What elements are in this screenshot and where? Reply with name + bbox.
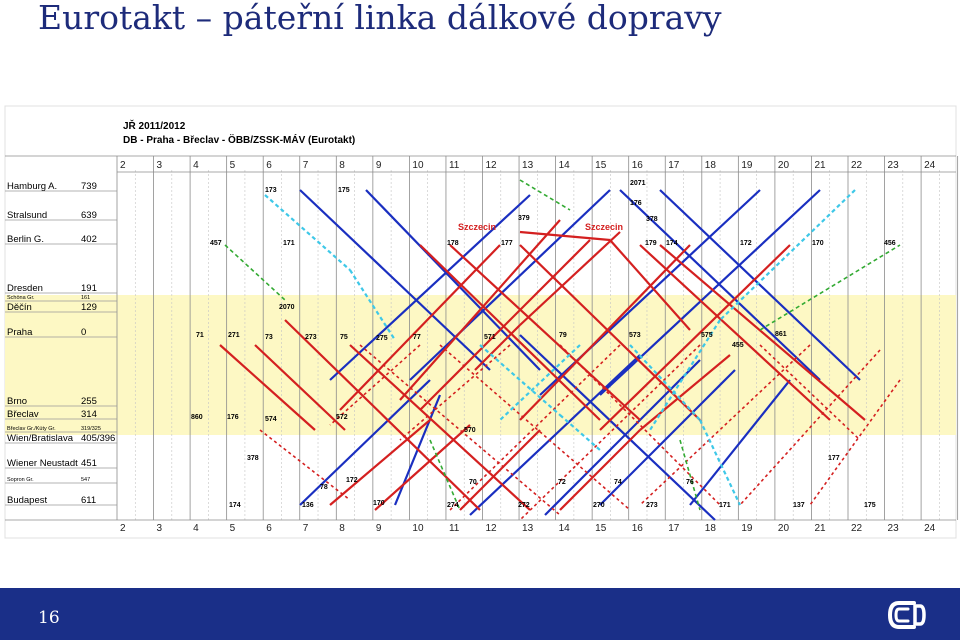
train-number-label: 271 — [228, 332, 240, 339]
train-number-label: 570 — [464, 427, 476, 434]
hour-label-top: 24 — [924, 160, 936, 171]
hour-label-top: 8 — [339, 160, 345, 171]
train-number-label: 178 — [447, 240, 459, 247]
hour-label-top: 21 — [814, 160, 826, 171]
hour-label-bottom: 5 — [229, 523, 236, 534]
hour-label-top: 22 — [851, 160, 863, 171]
diagram-heading-year: JŘ 2011/2012 — [123, 121, 186, 132]
hour-label-bottom: 14 — [558, 523, 570, 534]
hour-label-bottom: 19 — [741, 523, 753, 534]
train-number-label: 170 — [373, 500, 385, 507]
hour-label-bottom: 15 — [595, 523, 607, 534]
hour-label-bottom: 8 — [339, 523, 345, 534]
train-number-label: 2071 — [630, 180, 646, 187]
hour-label-bottom: 21 — [814, 523, 826, 534]
hour-label-bottom: 12 — [485, 523, 497, 534]
train-number-label: 71 — [196, 332, 204, 339]
train-number-label: 177 — [828, 455, 840, 462]
station-name: Dresden — [7, 283, 43, 294]
station-name: Břeclav — [7, 409, 39, 420]
train-number-label: 274 — [447, 502, 459, 509]
station-km: 161 — [81, 295, 91, 301]
train-number-label: 860 — [191, 414, 203, 421]
train-number-label: 574 — [265, 416, 277, 423]
train-number-label: 75 — [340, 334, 348, 341]
hour-label-bottom: 9 — [375, 523, 382, 534]
hour-label-bottom: 22 — [851, 523, 863, 534]
train-number-label: 73 — [265, 334, 273, 341]
station-km: 547 — [81, 477, 91, 483]
train-number-label: 171 — [719, 502, 731, 509]
train-number-label: 171 — [283, 240, 295, 247]
train-number-label: 573 — [629, 332, 641, 339]
train-number-label: 74 — [614, 479, 622, 486]
train-number-label: 172 — [346, 477, 358, 484]
train-number-label: 175 — [338, 187, 350, 194]
train-number-label: 137 — [793, 502, 805, 509]
train-number-label: 173 — [265, 187, 277, 194]
station-km: 451 — [81, 458, 97, 469]
train-number-label: 861 — [775, 331, 787, 338]
train-number-label: 379 — [518, 215, 530, 222]
station-km: 314 — [81, 409, 97, 420]
train-number-label: 70 — [469, 479, 477, 486]
station-name: Děčín — [7, 302, 32, 313]
train-number-label: 270 — [593, 502, 605, 509]
station-km: 129 — [81, 302, 97, 313]
station-km: 255 — [81, 396, 97, 407]
hour-label-bottom: 7 — [302, 523, 309, 534]
hour-label-top: 4 — [193, 160, 199, 171]
train-number-label: 78 — [320, 484, 328, 491]
page-number: 16 — [38, 608, 60, 628]
train-number-label: 136 — [302, 502, 314, 509]
station-km: 402 — [81, 234, 97, 245]
station-km: 639 — [81, 210, 97, 221]
hour-label-top: 5 — [229, 160, 236, 171]
hour-label-bottom: 11 — [448, 523, 460, 534]
hour-label-top: 12 — [485, 160, 497, 171]
hour-label-bottom: 16 — [631, 523, 643, 534]
hour-label-bottom: 23 — [887, 523, 899, 534]
train-number-label: 272 — [518, 502, 530, 509]
diagram-heading-route: DB - Praha - Břeclav - ÖBB/ZSSK-MÁV (Eurotakt) — [123, 135, 356, 146]
hour-label-top: 9 — [375, 160, 382, 171]
hour-label-top: 23 — [887, 160, 899, 171]
hour-label-top: 19 — [741, 160, 753, 171]
cd-logo-icon — [886, 600, 928, 630]
station-km: 611 — [81, 495, 97, 506]
footer-band — [0, 588, 960, 640]
hour-label-bottom: 18 — [704, 523, 716, 534]
hour-label-top: 10 — [412, 160, 424, 171]
train-number-label: 273 — [646, 502, 658, 509]
station-name: Sopron Gr. — [7, 477, 34, 483]
train-number-label: 176 — [227, 414, 239, 421]
hour-label-top: 16 — [631, 160, 643, 171]
hour-label-bottom: 2 — [120, 523, 126, 534]
station-name: Břeclav Gr./Kúty Gr. — [7, 426, 56, 432]
train-number-label: 2070 — [279, 304, 295, 311]
station-km: 319/325 — [81, 426, 101, 432]
hour-label-top: 7 — [302, 160, 309, 171]
train-number-label: 275 — [376, 335, 388, 342]
hour-label-bottom: 6 — [266, 523, 272, 534]
station-name: Wien/Bratislava — [7, 433, 73, 444]
station-name: Berlin G. — [7, 234, 44, 245]
train-number-label: 175 — [864, 502, 876, 509]
station-km: 191 — [81, 283, 97, 294]
train-number-label: 76 — [686, 479, 694, 486]
hour-label-bottom: 3 — [156, 523, 163, 534]
hour-label-top: 17 — [668, 160, 680, 171]
hour-label-top: 2 — [120, 160, 126, 171]
annotation-label: Szczecin — [458, 222, 497, 232]
train-number-label: 174 — [229, 502, 241, 509]
hour-label-bottom: 10 — [412, 523, 424, 534]
train-number-label: 177 — [501, 240, 513, 247]
hour-label-bottom: 13 — [522, 523, 534, 534]
hour-label-bottom: 4 — [193, 523, 199, 534]
hour-label-top: 3 — [156, 160, 163, 171]
train-number-label: 572 — [336, 414, 348, 421]
hour-label-bottom: 24 — [924, 523, 936, 534]
train-number-label: 172 — [740, 240, 752, 247]
station-name: Budapest — [7, 495, 48, 506]
station-name: Hamburg A. — [7, 181, 58, 192]
train-number-label: 456 — [884, 240, 896, 247]
hour-label-top: 18 — [704, 160, 716, 171]
station-km: 0 — [81, 327, 87, 338]
annotation-label: Szczecin — [585, 222, 624, 232]
station-km: 405/396 — [81, 433, 116, 444]
hour-label-top: 14 — [558, 160, 570, 171]
train-number-label: 170 — [812, 240, 824, 247]
hour-label-top: 15 — [595, 160, 607, 171]
train-number-label: 273 — [305, 334, 317, 341]
station-km: 739 — [81, 181, 97, 192]
station-name: Schöna Gr. — [7, 295, 35, 301]
hour-label-top: 11 — [448, 160, 460, 171]
station-name: Wiener Neustadt — [7, 458, 78, 469]
station-name: Stralsund — [7, 210, 48, 221]
train-number-label: 457 — [210, 240, 222, 247]
station-name: Brno — [7, 396, 28, 407]
train-number-label: 79 — [559, 332, 567, 339]
train-number-label: 571 — [484, 334, 496, 341]
train-number-label: 72 — [558, 479, 566, 486]
train-number-label: 176 — [630, 200, 642, 207]
train-number-label: 378 — [646, 216, 658, 223]
train-number-label: 455 — [732, 342, 744, 349]
hour-label-top: 13 — [522, 160, 534, 171]
train-number-label: 378 — [247, 455, 259, 462]
train-number-label: 174 — [666, 240, 678, 247]
slide-title: Eurotakt – páteřní linka dálkové dopravy — [38, 0, 722, 37]
train-number-label: 179 — [645, 240, 657, 247]
station-name: Praha — [7, 327, 33, 338]
train-number-label: 77 — [413, 334, 421, 341]
hour-label-top: 20 — [777, 160, 790, 171]
train-number-label: 575 — [701, 332, 713, 339]
hour-label-top: 6 — [266, 160, 272, 171]
hour-label-bottom: 20 — [777, 523, 790, 534]
hour-label-bottom: 17 — [668, 523, 680, 534]
